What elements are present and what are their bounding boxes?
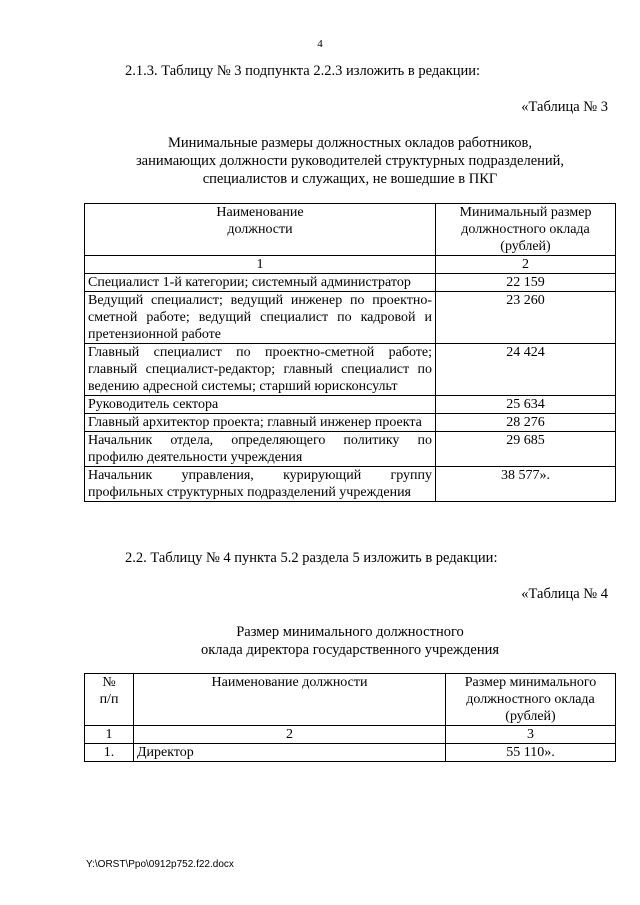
page-number: 4: [317, 38, 323, 50]
table3-name-cell: Ведущий специалист; ведущий инженер по проектно-сметной работе; ведущий специалист по кадровой и претензионной работе: [85, 292, 436, 344]
table4-col2-header: Наименование должности: [134, 674, 446, 726]
table4-title: Размер минимального должностного оклада директора государственного учреждения: [200, 624, 500, 658]
table4-col3-header: Размер минимального должностного оклада (рублей): [446, 674, 616, 726]
table3-value-cell: 38 577».: [436, 467, 616, 502]
paragraph-2-2: 2.2. Таблицу № 4 пункта 5.2 раздела 5 изложить в редакции:: [125, 550, 498, 566]
table4-col1-header: № п/п: [85, 674, 134, 726]
table3-num1: 1: [85, 256, 436, 274]
table-row: [85, 414, 616, 432]
table3-col1-header: Наименование должности: [85, 204, 436, 256]
table4-num1: 1: [85, 726, 134, 744]
table3-name-cell: Начальник управления, курирующий группу профильных структурных подразделений учреждения: [85, 467, 436, 502]
table3-name-cell: Главный архитектор проекта; главный инженер проекта: [85, 414, 436, 432]
table4-num2: 2: [134, 726, 446, 744]
table4-row-number: 1.: [85, 744, 134, 762]
table4-name-cell: Директор: [134, 744, 446, 762]
table3-name-cell: Специалист 1-й категории; системный администратор: [85, 274, 436, 292]
table-row: [85, 396, 616, 414]
file-path-footer: Y:\ORST\Ppo\0912p752.f22.docx: [86, 859, 234, 870]
table3-name-cell: Главный специалист по проектно-сметной работе; главный специалист-редактор; главный специалист по ведению адресной системы; старший юрисконсульт: [85, 344, 436, 396]
table3-value-cell: 28 276: [436, 414, 616, 432]
table3-num2: 2: [436, 256, 616, 274]
table3-value-cell: 25 634: [436, 396, 616, 414]
table3-header-row: [85, 204, 616, 256]
table3-value-cell: 23 260: [436, 292, 616, 344]
table3-col2-header: Минимальный размер должностного оклада (рублей): [436, 204, 616, 256]
table-3: [84, 203, 616, 502]
table3-title: Минимальные размеры должностных окладов работников, занимающих должности руководителей структурных подразделений, специалистов и служащих, не вошедшие в ПКГ: [135, 135, 565, 187]
table-4: [84, 673, 616, 762]
table3-label: «Таблица № 3: [521, 99, 608, 115]
table4-value-cell: 55 110».: [446, 744, 616, 762]
table3-value-cell: 22 159: [436, 274, 616, 292]
paragraph-2-1-3: 2.1.3. Таблицу № 3 подпункта 2.2.3 изложить в редакции:: [125, 63, 481, 79]
table-row: [85, 432, 616, 467]
table-row: [85, 292, 616, 344]
table3-value-cell: 29 685: [436, 432, 616, 467]
table4-number-row: [85, 726, 616, 744]
table3-number-row: [85, 256, 616, 274]
table4-num3: 3: [446, 726, 616, 744]
table-row: [85, 274, 616, 292]
table4-header-row: [85, 674, 616, 726]
table3-name-cell: Начальник отдела, определяющего политику по профилю деятельности учреждения: [85, 432, 436, 467]
table3-name-cell: Руководитель сектора: [85, 396, 436, 414]
table4-label: «Таблица № 4: [521, 586, 608, 602]
table-row: [85, 344, 616, 396]
table-row: [85, 744, 616, 762]
table-row: [85, 467, 616, 502]
table3-value-cell: 24 424: [436, 344, 616, 396]
